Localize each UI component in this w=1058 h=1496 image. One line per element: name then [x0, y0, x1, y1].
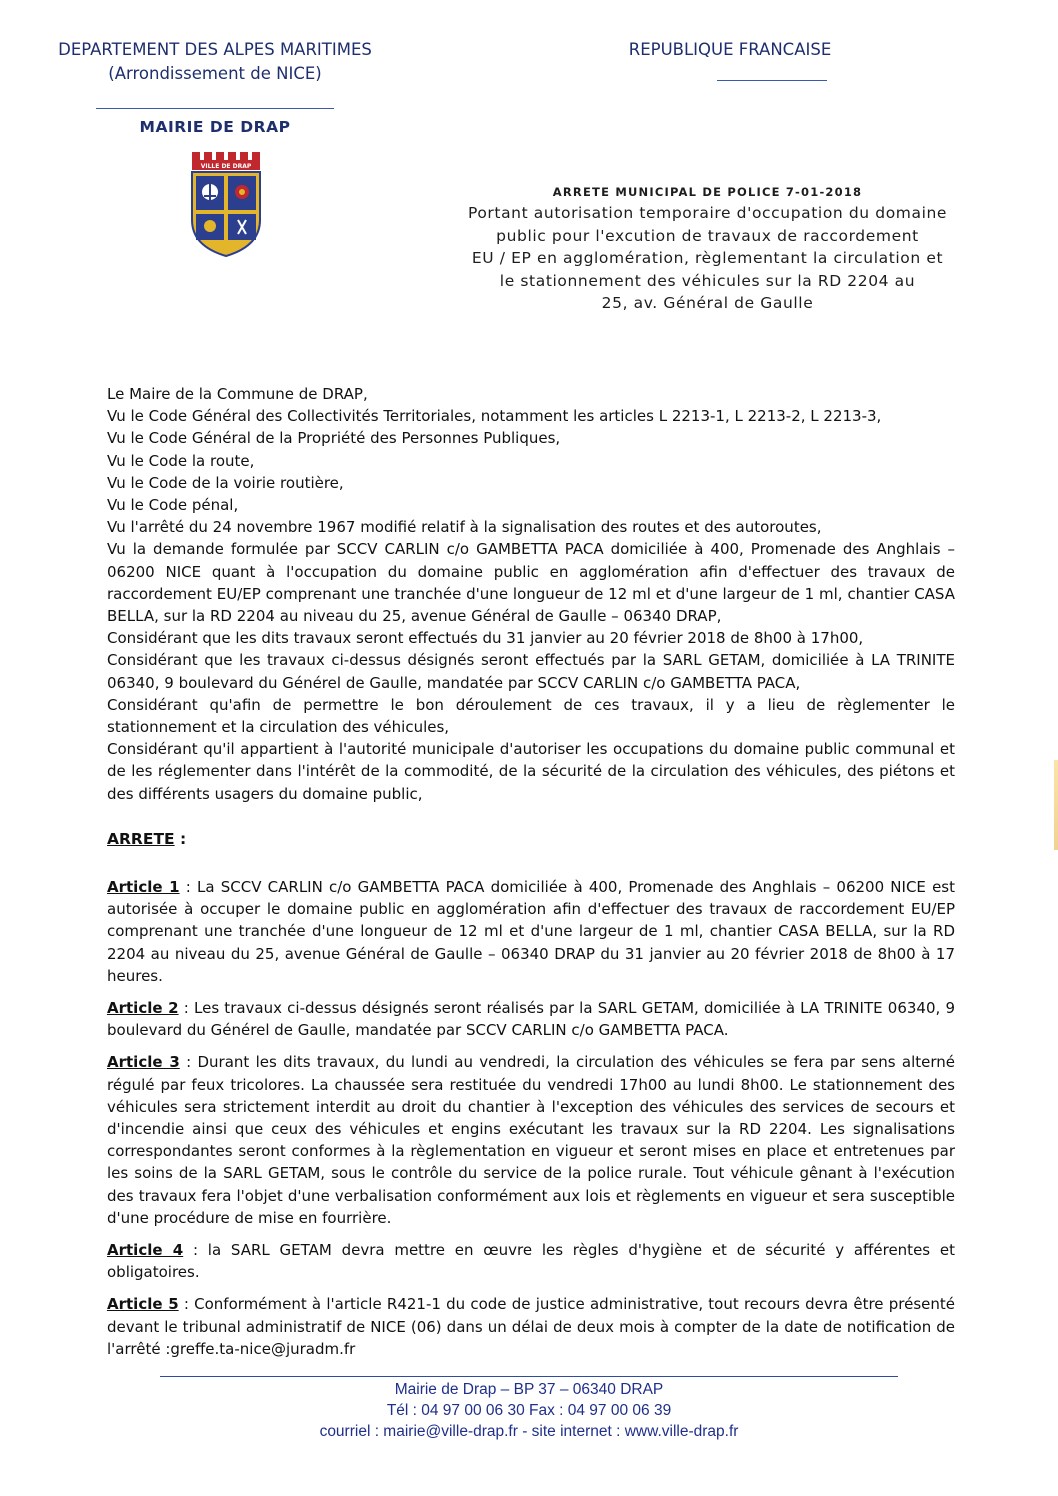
footer-phone: Tél : 04 97 00 06 30 Fax : 04 97 00 06 39 — [386, 1402, 672, 1419]
preamble-paragraph: Considérant que les travaux ci-dessus désignés seront effectués par la SARL GETAM, domiciliée à LA TRINITE 06340, 9 boulevard du Générel de Gaulle, mandatée par SCCV CARLIN c/o GAMBETTA PACA, — [107, 651, 955, 692]
article-text: : Conformément à l'article R421-1 du code de justice administrative, tout recours devra être présenté devant le tribunal administratif de NICE (06) dans un délai de deux mois à compter de la date de notification de l'arrêté :greffe.ta-nice@juradm.fr — [107, 1295, 956, 1358]
preamble-line: Vu le Code pénal, — [107, 496, 239, 515]
title-line: EU / EP en agglomération, règlementant la circulation et — [471, 249, 944, 267]
preamble-paragraph: Considérant qu'il appartient à l'autorité municipale d'autoriser les occupations du domaine public communal et de les réglementer dans l'intérêt de la commodité, de la sécurité de la circulation des véhicules, des piétons et des différents usagers du domaine public, — [107, 740, 955, 803]
article-label: Article 2 — [107, 999, 179, 1018]
header-right — [585, 38, 875, 81]
arrete-number: ARRETE MUNICIPAL DE POLICE 7-01-2018 — [552, 185, 863, 199]
article-text: : La SCCV CARLIN c/o GAMBETTA PACA domiciliée à 400, Promenade des Anghlais – 06200 NICE est autorisée à occuper le domaine public en agglomération afin d'effectuer des travaux de raccordement EU/EP comprenant une tranchée d'une longueur de 12 ml et d'une largeur de 1 ml, chantier CASA BELLA, sur la RD 2204 au niveau du 25, avenue Général de Gaulle – 06340 DRAP du 31 janvier au 20 février 2018 de 8h00 à 17 heures. — [107, 878, 956, 985]
header-left — [40, 38, 390, 139]
arrete-heading — [107, 830, 186, 848]
article-label: Article 3 — [107, 1053, 180, 1072]
arrete-title-block — [440, 182, 975, 315]
preamble-paragraph: Considérant qu'afin de permettre le bon déroulement de ces travaux, il y a lieu de règlementer le stationnement et la circulation des véhicules, — [107, 695, 955, 737]
title-line: Portant autorisation temporaire d'occupation du domaine — [467, 204, 948, 222]
republic-label: REPUBLIQUE FRANCAISE — [628, 40, 832, 59]
preamble-line: Vu le Code Général des Collectivités Territoriales, notamment les articles L 2213-1, L 2213-2, L 2213-3, — [107, 407, 882, 426]
footer-contact: courriel : mairie@ville-drap.fr - site internet : www.ville-drap.fr — [319, 1423, 739, 1440]
preamble-line: Vu le Code la route, — [107, 451, 255, 470]
mairie-name: MAIRIE DE DRAP — [139, 118, 291, 136]
header-divider — [96, 108, 334, 109]
article-3 — [107, 1051, 955, 1229]
arrete-heading-colon: : — [174, 830, 187, 848]
article-2 — [107, 997, 955, 1041]
preamble — [107, 383, 955, 805]
article-label: Article 5 — [107, 1295, 179, 1314]
article-label: Article 1 — [107, 878, 180, 896]
article-4 — [107, 1239, 955, 1283]
article-1 — [107, 876, 955, 987]
crest-label: VILLE DE DRAP — [200, 163, 252, 170]
preamble-line: Le Maire de la Commune de DRAP, — [107, 385, 368, 403]
preamble-line: Considérant que les dits travaux seront effectués du 31 janvier au 20 février 2018 de 8h00 à 17h00, — [107, 629, 864, 648]
title-line: public pour l'excution de travaux de raccordement — [496, 226, 919, 245]
articles — [107, 876, 955, 1370]
preamble-paragraph: Vu la demande formulée par SCCV CARLIN c/o GAMBETTA PACA domiciliée à 400, Promenade des Anghlais – 06200 NICE quant à l'occupation du domaine public en agglomération afin d'effectuer des travaux de raccordement EU/EP comprenant une tranchée d'une longueur de 12 ml et d'une largeur de 1 ml, chantier CASA BELLA, sur la RD 2204 au niveau du 25, avenue Général de Gaulle – 06340 DRAP, — [107, 540, 955, 626]
arrete-heading-label: ARRETE — [107, 830, 175, 848]
department-name: DEPARTEMENT DES ALPES MARITIMES — [58, 40, 372, 59]
title-line: le stationnement des véhicules sur la RD 2204 au — [499, 271, 916, 290]
article-text: : la SARL GETAM devra mettre en œuvre les règles d'hygiène et de sécurité y afférentes et obligatoires. — [107, 1241, 955, 1282]
footer-address: Mairie de Drap – BP 37 – 06340 DRAP — [394, 1381, 664, 1398]
article-text: : Les travaux ci-dessus désignés seront réalisés par la SARL GETAM, domiciliée à LA TRINITE 06340, 9 boulevard du Générel de Gaulle, mandatée par SCCV CARLIN c/o GAMBETTA PACA. — [107, 999, 955, 1040]
republic-divider — [717, 80, 827, 81]
city-crest-icon — [188, 150, 264, 258]
preamble-line: Vu le Code de la voirie routière, — [107, 473, 344, 492]
footer-divider — [160, 1376, 898, 1377]
footer — [0, 1376, 1058, 1442]
article-5 — [107, 1293, 955, 1360]
article-text: : Durant les dits travaux, du lundi au vendredi, la circulation des véhicules se fera par sens alterné régulé par feux tricolores. La chaussée sera restituée du vendredi 17h00 au lundi 8h00. Le stationnement des véhicules sera strictement interdit au droit du chantier à l'exception des véhicules des services de secours et d'incendie ainsi que ceux des véhicules et engins exécutant les travaux sur la RD 2204. Les signalisations correspondantes seront conformes à la règlementation en vigueur et seront mises en place et entretenues par les soins de la SARL GETAM, sous le contrôle du service de la police rurale. Tout véhicule gênant à l'exécution des travaux fera l'objet d'une verbalisation conformément aux lois et règlements en vigueur et sera susceptible d'une procédure de mise en fourrière. — [107, 1053, 956, 1227]
preamble-line: Vu le Code Général de la Propriété des Personnes Publiques, — [107, 429, 561, 448]
arrondissement: (Arrondissement de NICE) — [108, 64, 322, 83]
preamble-line: Vu l'arrêté du 24 novembre 1967 modifié relatif à la signalisation des routes et des autoroutes, — [107, 518, 822, 537]
title-line: 25, av. Général de Gaulle — [601, 294, 814, 312]
article-label: Article 4 — [107, 1241, 184, 1260]
scan-edge-mark — [1054, 760, 1058, 850]
